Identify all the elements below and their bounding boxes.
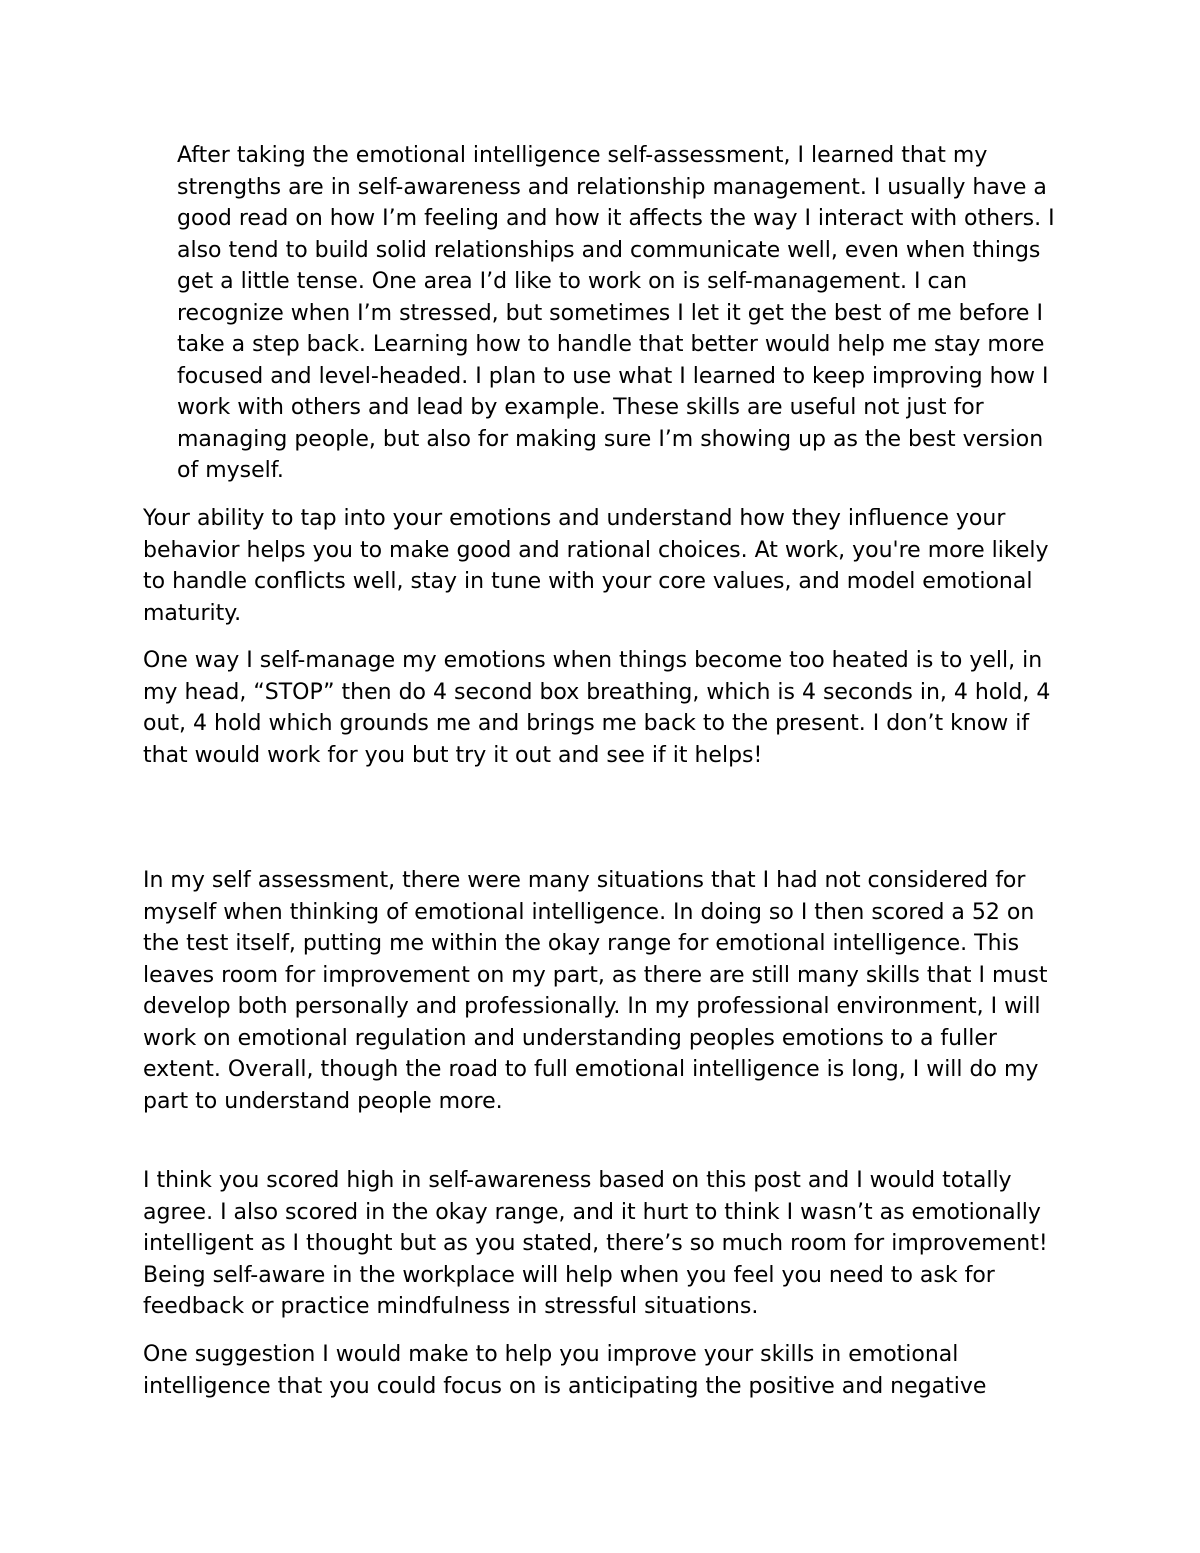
paragraph-self-assessment-reflection: After taking the emotional intelligence self-assessment, I learned that my strengths are in self-awareness and relationship management. I usually have a good read on how I’m feeling and how it affects the way I interact with others. I also tend to build solid relationships and communicate well, even when things get a little tense. One area I’d like to work on is self-management. I can recognize when I’m stressed, but sometimes I let it get the best of me before I take a step back. Learning how to handle that better would help me stay more focused and level-headed. I plan to use what I learned to keep improving how I work with others and lead by example. These skills are useful not just for managing people, but also for making sure I’m showing up as the best version of myself.	[177, 143, 1055, 483]
paragraph-reply-emotions-influence: Your ability to tap into your emotions and understand how they influence your behavior helps you to make good and rational choices. At work, you're more likely to handle conflicts well, stay in tune with your core values, and model emotional maturity.	[143, 506, 1049, 626]
paragraph-reply-box-breathing: One way I self-manage my emotions when things become too heated is to yell, in my head, “STOP” then do 4 second box breathing, which is 4 seconds in, 4 hold, 4 out, 4 hold which grounds me and brings me back to the present. I don’t know if that would work for you but try it out and see if it helps!	[143, 648, 1051, 768]
paragraph-reply-self-awareness: I think you scored high in self-awareness based on this post and I would totally agree. I also scored in the okay range, and it hurt to think I wasn’t as emotionally intelligent as I thought but as you stated, there’s so much room for improvement! Being self-aware in the workplace will help when you feel you need to ask for feedback or practice mindfulness in stressful situations.	[143, 1168, 1048, 1319]
paragraph-reply-suggestion: One suggestion I would make to help you improve your skills in emotional intelligence that you could focus on is anticipating the positive and negative	[143, 1342, 987, 1399]
paragraph-self-assessment-score: In my self assessment, there were many situations that I had not considered for myself when thinking of emotional intelligence. In doing so I then scored a 52 on the test itself, putting me within the okay range for emotional intelligence. This leaves room for improvement on my part, as there are still many skills that I must develop both personally and professionally. In my professional environment, I will work on emotional regulation and understanding peoples emotions to a fuller extent. Overall, though the road to full emotional intelligence is long, I will do my part to understand people more.	[143, 868, 1048, 1114]
